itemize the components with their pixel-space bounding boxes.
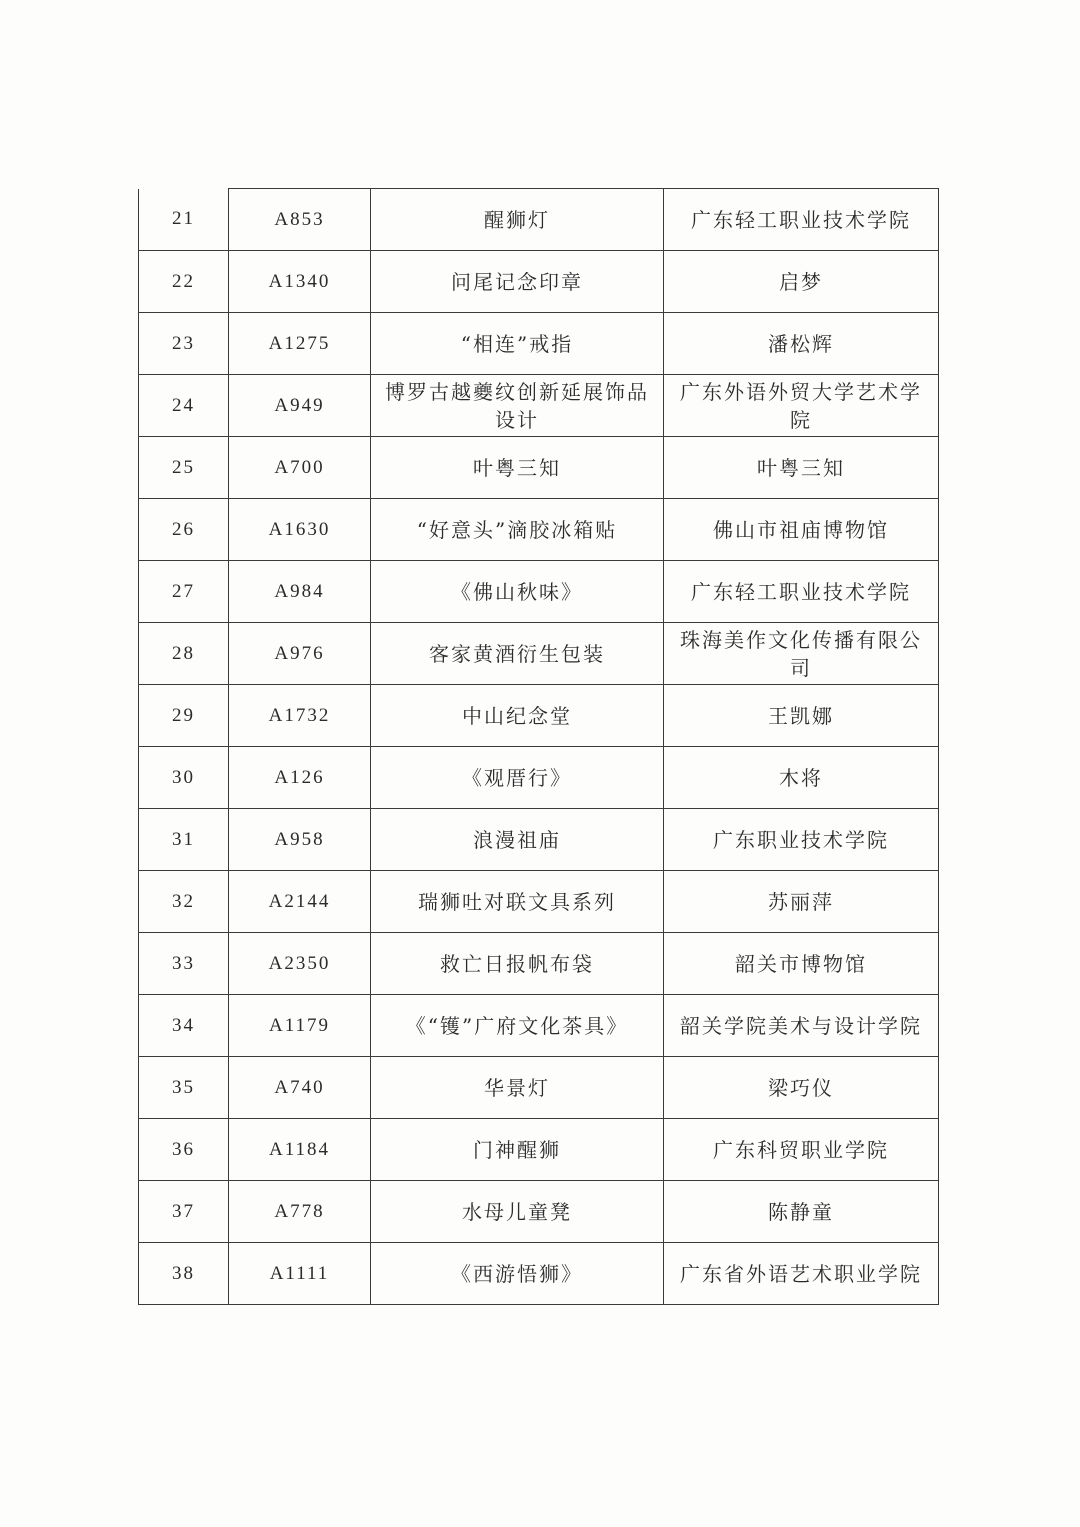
entry-code: A1111 (229, 1243, 371, 1305)
row-number: 24 (139, 375, 229, 437)
table-row (139, 375, 939, 437)
author-unit: 苏丽萍 (664, 871, 939, 933)
entry-code: A1732 (229, 685, 371, 747)
table-row (139, 623, 939, 685)
table-row (139, 685, 939, 747)
work-title: 门神醒狮 (371, 1119, 664, 1181)
table-row (139, 1243, 939, 1305)
table-row (139, 871, 939, 933)
work-title: 《西游悟狮》 (371, 1243, 664, 1305)
work-title: 救亡日报帆布袋 (371, 933, 664, 995)
row-number: 23 (139, 313, 229, 375)
work-title: 浪漫祖庙 (371, 809, 664, 871)
entry-code: A1630 (229, 499, 371, 561)
work-title: 博罗古越夔纹创新延展饰品设计 (371, 375, 664, 437)
row-number: 38 (139, 1243, 229, 1305)
row-number: 36 (139, 1119, 229, 1181)
author-unit: 韶关学院美术与设计学院 (664, 995, 939, 1057)
row-number: 33 (139, 933, 229, 995)
entry-code: A2144 (229, 871, 371, 933)
entry-code: A1184 (229, 1119, 371, 1181)
author-unit: 广东外语外贸大学艺术学院 (664, 375, 939, 437)
work-title: 《观厝行》 (371, 747, 664, 809)
work-title: 客家黄酒衍生包装 (371, 623, 664, 685)
entry-code: A778 (229, 1181, 371, 1243)
row-number: 32 (139, 871, 229, 933)
row-number: 28 (139, 623, 229, 685)
work-title: 问尾记念印章 (371, 251, 664, 313)
row-number: 25 (139, 437, 229, 499)
table-row (139, 313, 939, 375)
author-unit: 王凯娜 (664, 685, 939, 747)
work-title: 瑞狮吐对联文具系列 (371, 871, 664, 933)
row-number: 22 (139, 251, 229, 313)
entry-code: A976 (229, 623, 371, 685)
author-unit: 广东省外语艺术职业学院 (664, 1243, 939, 1305)
author-unit: 陈静童 (664, 1181, 939, 1243)
work-title: “相连”戒指 (371, 313, 664, 375)
work-title: 醒狮灯 (371, 189, 664, 251)
entry-code: A126 (229, 747, 371, 809)
table-row (139, 561, 939, 623)
entry-code: A984 (229, 561, 371, 623)
author-unit: 广东轻工职业技术学院 (664, 561, 939, 623)
work-title: 《“镬”广府文化茶具》 (371, 995, 664, 1057)
work-title: “好意头”滴胶冰箱贴 (371, 499, 664, 561)
author-unit: 潘松辉 (664, 313, 939, 375)
table-row (139, 747, 939, 809)
author-unit: 佛山市祖庙博物馆 (664, 499, 939, 561)
entry-code: A740 (229, 1057, 371, 1119)
table-row (139, 1181, 939, 1243)
row-number: 29 (139, 685, 229, 747)
row-number: 31 (139, 809, 229, 871)
author-unit: 珠海美作文化传播有限公司 (664, 623, 939, 685)
author-unit: 叶粤三知 (664, 437, 939, 499)
row-number: 30 (139, 747, 229, 809)
entry-code: A949 (229, 375, 371, 437)
row-number: 35 (139, 1057, 229, 1119)
row-number: 34 (139, 995, 229, 1057)
work-title: 水母儿童凳 (371, 1181, 664, 1243)
entry-code: A1179 (229, 995, 371, 1057)
entry-code: A958 (229, 809, 371, 871)
table-row (139, 437, 939, 499)
author-unit: 韶关市博物馆 (664, 933, 939, 995)
author-unit: 启梦 (664, 251, 939, 313)
work-title: 叶粤三知 (371, 437, 664, 499)
author-unit: 广东轻工职业技术学院 (664, 189, 939, 251)
award-list-table (138, 188, 939, 1305)
author-unit: 梁巧仪 (664, 1057, 939, 1119)
work-title: 华景灯 (371, 1057, 664, 1119)
table-row (139, 499, 939, 561)
row-number: 27 (139, 561, 229, 623)
author-unit: 木将 (664, 747, 939, 809)
entry-code: A700 (229, 437, 371, 499)
table-row (139, 995, 939, 1057)
entry-code: A2350 (229, 933, 371, 995)
entry-code: A1275 (229, 313, 371, 375)
table-row (139, 251, 939, 313)
table-row (139, 189, 939, 251)
author-unit: 广东职业技术学院 (664, 809, 939, 871)
author-unit: 广东科贸职业学院 (664, 1119, 939, 1181)
table-row (139, 1057, 939, 1119)
table-row (139, 809, 939, 871)
work-title: 《佛山秋味》 (371, 561, 664, 623)
table-row (139, 933, 939, 995)
entry-code: A853 (229, 189, 371, 251)
entry-code: A1340 (229, 251, 371, 313)
row-number: 37 (139, 1181, 229, 1243)
work-title: 中山纪念堂 (371, 685, 664, 747)
row-number: 21 (139, 189, 229, 251)
row-number: 26 (139, 499, 229, 561)
table-row (139, 1119, 939, 1181)
